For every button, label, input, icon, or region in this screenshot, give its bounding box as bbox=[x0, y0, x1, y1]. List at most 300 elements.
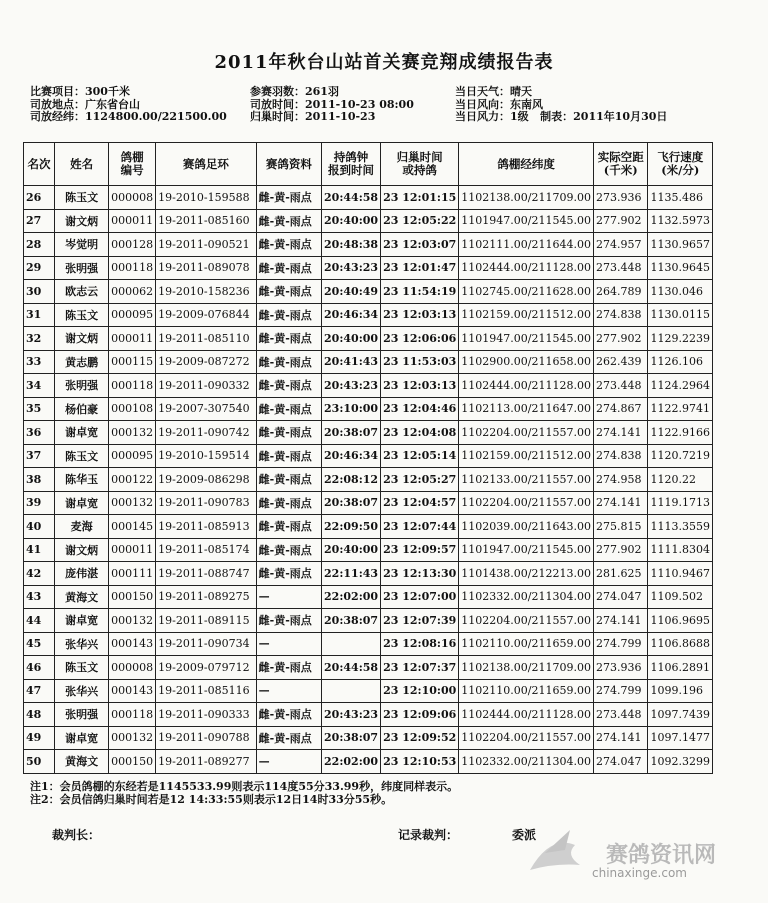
table-cell: 20:43:23 bbox=[322, 703, 381, 727]
table-cell: 1111.8304 bbox=[648, 538, 713, 562]
judge-label: 裁判长： bbox=[52, 828, 101, 842]
meta-release-time: 司放时间：2011-10-23 08:00 bbox=[250, 97, 414, 111]
table-cell: 000132 bbox=[109, 421, 156, 445]
table-cell: 20:43:23 bbox=[322, 256, 381, 280]
table-cell: 23 11:54:19 bbox=[381, 280, 459, 304]
table-cell: 43 bbox=[24, 585, 55, 609]
table-cell: 19-2011-090742 bbox=[156, 421, 257, 445]
table-cell: — bbox=[256, 585, 321, 609]
table-cell: — bbox=[256, 679, 321, 703]
table-cell: 雌-黄-雨点 bbox=[256, 444, 321, 468]
table-cell: 41 bbox=[24, 538, 55, 562]
table-cell: 1102138.00/211709.00 bbox=[459, 656, 594, 680]
table-cell: 42 bbox=[24, 562, 55, 586]
table-cell: 欧志云 bbox=[55, 280, 109, 304]
table-row bbox=[24, 280, 713, 304]
table-cell: 23 12:05:27 bbox=[381, 468, 459, 492]
table-cell: 23 12:04:57 bbox=[381, 491, 459, 515]
table-cell: 1102332.00/211304.00 bbox=[459, 750, 594, 774]
meta-wind-force: 当日风力：1级 bbox=[455, 110, 529, 123]
table-cell: 张明强 bbox=[55, 703, 109, 727]
table-cell: 20:46:34 bbox=[322, 303, 381, 327]
table-cell: 雌-黄-雨点 bbox=[256, 562, 321, 586]
table-cell: 1102332.00/211304.00 bbox=[459, 585, 594, 609]
table-row bbox=[24, 703, 713, 727]
table-cell: 雌-黄-雨点 bbox=[256, 374, 321, 398]
table-cell: 45 bbox=[24, 632, 55, 656]
table-cell: 19-2011-089078 bbox=[156, 256, 257, 280]
table-cell: 23 12:07:00 bbox=[381, 585, 459, 609]
table-cell: 张华兴 bbox=[55, 679, 109, 703]
table-row bbox=[24, 515, 713, 539]
table-cell: 1102900.00/211658.00 bbox=[459, 350, 594, 374]
table-cell: 000132 bbox=[109, 609, 156, 633]
table-cell: 杨伯豪 bbox=[55, 397, 109, 421]
table-cell: 1102444.00/211128.00 bbox=[459, 256, 594, 280]
table-cell: 000132 bbox=[109, 491, 156, 515]
table-cell: — bbox=[256, 632, 321, 656]
table-cell: 1130.9645 bbox=[648, 256, 713, 280]
table-cell: 23 12:07:37 bbox=[381, 656, 459, 680]
table-cell: 1102745.00/211628.00 bbox=[459, 280, 594, 304]
table-cell: 000011 bbox=[109, 209, 156, 233]
table-cell: 22:11:43 bbox=[322, 562, 381, 586]
table-cell: 19-2011-085174 bbox=[156, 538, 257, 562]
column-header: 鸽棚经纬度 bbox=[459, 143, 594, 186]
table-row bbox=[24, 632, 713, 656]
table-cell: 1101947.00/211545.00 bbox=[459, 327, 594, 351]
table-cell: 22:02:00 bbox=[322, 750, 381, 774]
table-cell: 000150 bbox=[109, 585, 156, 609]
table-cell: 1113.3559 bbox=[648, 515, 713, 539]
table-row bbox=[24, 585, 713, 609]
table-cell: 黄海文 bbox=[55, 585, 109, 609]
table-cell: 1102204.00/211557.00 bbox=[459, 421, 594, 445]
table-cell: 273.448 bbox=[593, 256, 648, 280]
table-cell: 1102444.00/211128.00 bbox=[459, 374, 594, 398]
table-row bbox=[24, 374, 713, 398]
table-cell: 277.902 bbox=[593, 327, 648, 351]
meta-left bbox=[30, 86, 227, 124]
table-cell: 黄志鹏 bbox=[55, 350, 109, 374]
table-cell: 000108 bbox=[109, 397, 156, 421]
table-cell: 1101947.00/211545.00 bbox=[459, 538, 594, 562]
table-cell: 1120.7219 bbox=[648, 444, 713, 468]
table-cell: 1092.3299 bbox=[648, 750, 713, 774]
note-1: 注1：会员鸽棚的东经若是1145533.99则表示114度55分33.99秒，纬度同样表示。 bbox=[30, 780, 459, 793]
table-cell: 000011 bbox=[109, 538, 156, 562]
column-header: 飞行速度 (米/分) bbox=[648, 143, 713, 186]
table-cell: 264.789 bbox=[593, 280, 648, 304]
table-cell: 20:38:07 bbox=[322, 609, 381, 633]
table-cell: 谢卓宽 bbox=[55, 421, 109, 445]
table-cell: 23 12:07:44 bbox=[381, 515, 459, 539]
table-cell: 000128 bbox=[109, 233, 156, 257]
table-cell: 谢卓宽 bbox=[55, 726, 109, 750]
table-cell: 274.957 bbox=[593, 233, 648, 257]
table-cell: 262.439 bbox=[593, 350, 648, 374]
table-cell: 22:02:00 bbox=[322, 585, 381, 609]
table-cell: 23 12:07:39 bbox=[381, 609, 459, 633]
table-cell: 48 bbox=[24, 703, 55, 727]
table-cell: 275.815 bbox=[593, 515, 648, 539]
column-header: 归巢时间 或持鸽 bbox=[381, 143, 459, 186]
table-cell: 000118 bbox=[109, 374, 156, 398]
table-cell: 20:44:58 bbox=[322, 656, 381, 680]
table-cell: 雌-黄-雨点 bbox=[256, 209, 321, 233]
table-cell: 23 12:10:53 bbox=[381, 750, 459, 774]
table-cell: 雌-黄-雨点 bbox=[256, 609, 321, 633]
table-cell: 1102110.00/211659.00 bbox=[459, 632, 594, 656]
table-cell: 19-2007-307540 bbox=[156, 397, 257, 421]
table-cell: 雌-黄-雨点 bbox=[256, 397, 321, 421]
table-row bbox=[24, 562, 713, 586]
table-body bbox=[24, 186, 713, 774]
table-cell: 20:44:58 bbox=[322, 186, 381, 210]
table-row bbox=[24, 327, 713, 351]
table-cell: 000008 bbox=[109, 186, 156, 210]
table-cell: 雌-黄-雨点 bbox=[256, 703, 321, 727]
table-cell: 23:10:00 bbox=[322, 397, 381, 421]
table-cell: 雌-黄-雨点 bbox=[256, 280, 321, 304]
table-cell: 274.141 bbox=[593, 609, 648, 633]
column-header: 名次 bbox=[24, 143, 55, 186]
table-cell: 19-2011-089275 bbox=[156, 585, 257, 609]
table-cell: 38 bbox=[24, 468, 55, 492]
table-cell: 000111 bbox=[109, 562, 156, 586]
table-cell: 46 bbox=[24, 656, 55, 680]
table-cell: 44 bbox=[24, 609, 55, 633]
table-cell: 23 12:10:00 bbox=[381, 679, 459, 703]
table-cell: 20:40:49 bbox=[322, 280, 381, 304]
table-cell: 19-2011-089115 bbox=[156, 609, 257, 633]
table-cell: 1101438.00/212213.00 bbox=[459, 562, 594, 586]
table-cell: 19-2011-090788 bbox=[156, 726, 257, 750]
table-cell: 19-2010-159514 bbox=[156, 444, 257, 468]
table-cell: 22:09:50 bbox=[322, 515, 381, 539]
table-cell: 雌-黄-雨点 bbox=[256, 491, 321, 515]
table-row bbox=[24, 444, 713, 468]
table-cell: 000095 bbox=[109, 444, 156, 468]
table-cell: 谢卓宽 bbox=[55, 491, 109, 515]
table-cell: 1129.2239 bbox=[648, 327, 713, 351]
table-cell: 19-2011-085913 bbox=[156, 515, 257, 539]
table-cell: 陈玉文 bbox=[55, 444, 109, 468]
table-cell: 19-2011-090333 bbox=[156, 703, 257, 727]
table-cell: — bbox=[256, 750, 321, 774]
table-cell: 000145 bbox=[109, 515, 156, 539]
table-cell: 23 12:04:08 bbox=[381, 421, 459, 445]
table-cell: 雌-黄-雨点 bbox=[256, 538, 321, 562]
table-row bbox=[24, 186, 713, 210]
table-cell: 274.799 bbox=[593, 679, 648, 703]
meta-location: 司放地点：广东省台山 bbox=[30, 97, 140, 111]
table-cell: 274.141 bbox=[593, 491, 648, 515]
table-cell: 22:08:12 bbox=[322, 468, 381, 492]
meta-wind-dir: 当日风向：东南风 bbox=[455, 97, 543, 111]
column-header: 实际空距 (千米) bbox=[593, 143, 648, 186]
table-cell: 19-2009-086298 bbox=[156, 468, 257, 492]
table-cell: 雌-黄-雨点 bbox=[256, 256, 321, 280]
table-row bbox=[24, 679, 713, 703]
table-row bbox=[24, 656, 713, 680]
table-cell: 000122 bbox=[109, 468, 156, 492]
table-cell: 19-2011-085116 bbox=[156, 679, 257, 703]
table-row bbox=[24, 397, 713, 421]
table-cell: 1102444.00/211128.00 bbox=[459, 703, 594, 727]
report-title: 2011年秋台山站首关赛竞翔成绩报告表 bbox=[214, 52, 554, 73]
table-cell: 23 12:08:16 bbox=[381, 632, 459, 656]
table-cell: 庞伟湛 bbox=[55, 562, 109, 586]
table-cell: 雌-黄-雨点 bbox=[256, 726, 321, 750]
table-cell: 雌-黄-雨点 bbox=[256, 468, 321, 492]
table-cell: 1102204.00/211557.00 bbox=[459, 491, 594, 515]
table-cell: 张明强 bbox=[55, 256, 109, 280]
column-header: 赛鸽足环 bbox=[156, 143, 257, 186]
watermark-url: chinaxinge.com bbox=[592, 866, 687, 880]
table-cell: 1099.196 bbox=[648, 679, 713, 703]
table-cell: 47 bbox=[24, 679, 55, 703]
table-cell: 274.047 bbox=[593, 750, 648, 774]
table-cell: 39 bbox=[24, 491, 55, 515]
table-cell: 19-2010-158236 bbox=[156, 280, 257, 304]
table-cell: 雌-黄-雨点 bbox=[256, 515, 321, 539]
table-cell: 1097.7439 bbox=[648, 703, 713, 727]
table-row bbox=[24, 726, 713, 750]
table-cell: 谢卓宽 bbox=[55, 609, 109, 633]
table-cell: 000143 bbox=[109, 679, 156, 703]
table-cell: 274.141 bbox=[593, 421, 648, 445]
table-cell: 000150 bbox=[109, 750, 156, 774]
recorder-label: 记录裁判： bbox=[398, 828, 459, 842]
table-cell: 32 bbox=[24, 327, 55, 351]
table-cell: 23 12:13:30 bbox=[381, 562, 459, 586]
table-cell: 36 bbox=[24, 421, 55, 445]
column-header: 姓名 bbox=[55, 143, 109, 186]
table-cell: 23 12:03:07 bbox=[381, 233, 459, 257]
table-cell: 1102159.00/211512.00 bbox=[459, 303, 594, 327]
table-cell: 1102113.00/211647.00 bbox=[459, 397, 594, 421]
table-cell: 谢文炳 bbox=[55, 327, 109, 351]
table-cell: 1122.9166 bbox=[648, 421, 713, 445]
table-cell: 20:48:38 bbox=[322, 233, 381, 257]
table-cell: 1106.8688 bbox=[648, 632, 713, 656]
table-cell: 35 bbox=[24, 397, 55, 421]
table-cell: 20:38:07 bbox=[322, 491, 381, 515]
table-cell: 000095 bbox=[109, 303, 156, 327]
table-cell: 23 12:01:47 bbox=[381, 256, 459, 280]
table-cell: 000143 bbox=[109, 632, 156, 656]
watermark-text: 赛鸽资讯网 bbox=[606, 843, 717, 868]
table-row bbox=[24, 491, 713, 515]
table-row bbox=[24, 303, 713, 327]
table-cell: 1102204.00/211557.00 bbox=[459, 726, 594, 750]
table-cell: 19-2011-090734 bbox=[156, 632, 257, 656]
table-cell: 23 12:01:15 bbox=[381, 186, 459, 210]
table-row bbox=[24, 609, 713, 633]
table-cell: 20:46:34 bbox=[322, 444, 381, 468]
table-cell: 陈华玉 bbox=[55, 468, 109, 492]
table-cell: 1102111.00/211644.00 bbox=[459, 233, 594, 257]
table-cell: 274.867 bbox=[593, 397, 648, 421]
meta-project: 比赛项目：300千米 bbox=[30, 85, 130, 98]
table-cell: 19-2011-085160 bbox=[156, 209, 257, 233]
table-cell: 1097.1477 bbox=[648, 726, 713, 750]
table-cell: 20:38:07 bbox=[322, 421, 381, 445]
table-cell: 雌-黄-雨点 bbox=[256, 656, 321, 680]
table-cell: 谢文炳 bbox=[55, 538, 109, 562]
table-cell: 1126.106 bbox=[648, 350, 713, 374]
table-cell: 1106.2891 bbox=[648, 656, 713, 680]
table-cell: 张华兴 bbox=[55, 632, 109, 656]
table-cell: 1102204.00/211557.00 bbox=[459, 609, 594, 633]
table-cell: 30 bbox=[24, 280, 55, 304]
table-cell: 000008 bbox=[109, 656, 156, 680]
table-cell bbox=[322, 632, 381, 656]
table-cell: 26 bbox=[24, 186, 55, 210]
meta-right bbox=[455, 86, 667, 124]
table-cell: 陈玉文 bbox=[55, 186, 109, 210]
table-cell: 1110.9467 bbox=[648, 562, 713, 586]
table-cell: 黄海文 bbox=[55, 750, 109, 774]
table-cell: 雌-黄-雨点 bbox=[256, 350, 321, 374]
table-cell: 274.838 bbox=[593, 303, 648, 327]
table-cell: 19-2011-090783 bbox=[156, 491, 257, 515]
table-cell: 23 12:04:46 bbox=[381, 397, 459, 421]
table-cell: 31 bbox=[24, 303, 55, 327]
table-row bbox=[24, 256, 713, 280]
table-cell: 1130.046 bbox=[648, 280, 713, 304]
table-cell: 19-2010-159588 bbox=[156, 186, 257, 210]
table-cell: 麦海 bbox=[55, 515, 109, 539]
table-row bbox=[24, 209, 713, 233]
meta-return-time: 归巢时间：2011-10-23 bbox=[250, 110, 376, 123]
table-cell: 雌-黄-雨点 bbox=[256, 421, 321, 445]
table-cell: 1102159.00/211512.00 bbox=[459, 444, 594, 468]
table-cell: 陈玉文 bbox=[55, 656, 109, 680]
meta-birds: 参赛羽数：261羽 bbox=[250, 85, 339, 98]
table-cell: 34 bbox=[24, 374, 55, 398]
table-cell: 23 12:09:57 bbox=[381, 538, 459, 562]
table-row bbox=[24, 350, 713, 374]
table-cell: 雌-黄-雨点 bbox=[256, 303, 321, 327]
table-cell: 20:38:07 bbox=[322, 726, 381, 750]
table-cell: 274.838 bbox=[593, 444, 648, 468]
table-cell: 33 bbox=[24, 350, 55, 374]
table-header-row bbox=[24, 143, 713, 186]
table-row bbox=[24, 538, 713, 562]
table-cell: 277.902 bbox=[593, 538, 648, 562]
table-cell: 28 bbox=[24, 233, 55, 257]
results-table bbox=[23, 142, 713, 774]
table-cell: 19-2009-079712 bbox=[156, 656, 257, 680]
table-cell: 1132.5973 bbox=[648, 209, 713, 233]
table-cell: 19-2011-088747 bbox=[156, 562, 257, 586]
table-cell: 1102138.00/211709.00 bbox=[459, 186, 594, 210]
table-cell: 000118 bbox=[109, 703, 156, 727]
table-cell: 23 12:03:13 bbox=[381, 303, 459, 327]
table-cell: 000118 bbox=[109, 256, 156, 280]
table-row bbox=[24, 468, 713, 492]
table-cell: 000132 bbox=[109, 726, 156, 750]
table-cell: 1120.22 bbox=[648, 468, 713, 492]
table-cell: 23 12:03:13 bbox=[381, 374, 459, 398]
table-cell: 雌-黄-雨点 bbox=[256, 327, 321, 351]
table-cell: 20:41:43 bbox=[322, 350, 381, 374]
table-cell: 张明强 bbox=[55, 374, 109, 398]
table-cell: 19-2009-087272 bbox=[156, 350, 257, 374]
table-cell: 23 12:05:22 bbox=[381, 209, 459, 233]
table-cell: 1102133.00/211557.00 bbox=[459, 468, 594, 492]
table-cell: 1109.502 bbox=[648, 585, 713, 609]
table-cell: 277.902 bbox=[593, 209, 648, 233]
table-cell: 19-2011-090332 bbox=[156, 374, 257, 398]
table-cell: 19-2011-090521 bbox=[156, 233, 257, 257]
table-row bbox=[24, 233, 713, 257]
notes bbox=[30, 780, 458, 806]
table-cell: 000011 bbox=[109, 327, 156, 351]
table-cell: 1106.9695 bbox=[648, 609, 713, 633]
meta-made: 制表：2011年10月30日 bbox=[540, 110, 668, 123]
table-cell: 23 12:05:14 bbox=[381, 444, 459, 468]
column-header: 鸽棚 编号 bbox=[109, 143, 156, 186]
table-cell: 274.958 bbox=[593, 468, 648, 492]
table-cell: 40 bbox=[24, 515, 55, 539]
table-cell: 50 bbox=[24, 750, 55, 774]
table-row bbox=[24, 421, 713, 445]
table-cell: 19-2011-089277 bbox=[156, 750, 257, 774]
table-cell: 23 12:06:06 bbox=[381, 327, 459, 351]
table-cell: 29 bbox=[24, 256, 55, 280]
table-cell: 1130.9657 bbox=[648, 233, 713, 257]
table-cell: 1102039.00/211643.00 bbox=[459, 515, 594, 539]
table-cell: 49 bbox=[24, 726, 55, 750]
table-cell: 23 12:09:52 bbox=[381, 726, 459, 750]
table-cell: 37 bbox=[24, 444, 55, 468]
table-cell: 281.625 bbox=[593, 562, 648, 586]
table-cell: 岑觉明 bbox=[55, 233, 109, 257]
table-cell: 000115 bbox=[109, 350, 156, 374]
note-2: 注2：会员信鸽归巢时间若是12 14:33:55则表示12日14时33分55秒。 bbox=[30, 793, 393, 806]
table-cell bbox=[322, 679, 381, 703]
meta-weather: 当日天气：晴天 bbox=[455, 85, 532, 98]
table-cell: 1102110.00/211659.00 bbox=[459, 679, 594, 703]
table-cell: 雌-黄-雨点 bbox=[256, 233, 321, 257]
table-cell: 雌-黄-雨点 bbox=[256, 186, 321, 210]
table-cell: 274.047 bbox=[593, 585, 648, 609]
table-cell: 陈玉文 bbox=[55, 303, 109, 327]
column-header: 持鸽钟 报到时间 bbox=[322, 143, 381, 186]
column-header: 赛鸽资料 bbox=[256, 143, 321, 186]
table-cell: 19-2011-085110 bbox=[156, 327, 257, 351]
commission-label: 委派 bbox=[512, 828, 537, 842]
table-row bbox=[24, 750, 713, 774]
table-cell: 20:43:23 bbox=[322, 374, 381, 398]
table-cell: 000062 bbox=[109, 280, 156, 304]
table-cell: 1124.2964 bbox=[648, 374, 713, 398]
table-cell: 20:40:00 bbox=[322, 327, 381, 351]
table-cell: 1119.1713 bbox=[648, 491, 713, 515]
table-cell: 273.936 bbox=[593, 656, 648, 680]
table-cell: 273.448 bbox=[593, 374, 648, 398]
table-cell: 19-2009-076844 bbox=[156, 303, 257, 327]
table-cell: 273.936 bbox=[593, 186, 648, 210]
meta-coords: 司放经纬：1124800.00/221500.00 bbox=[30, 110, 227, 123]
table-cell: 27 bbox=[24, 209, 55, 233]
table-cell: 23 12:09:06 bbox=[381, 703, 459, 727]
table-cell: 1130.0115 bbox=[648, 303, 713, 327]
meta-middle bbox=[250, 86, 414, 124]
